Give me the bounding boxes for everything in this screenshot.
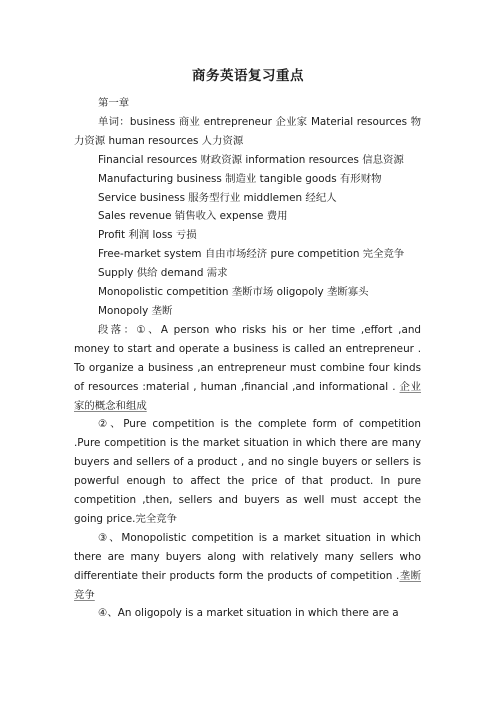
vocab-intro <box>74 113 421 151</box>
document-body <box>74 94 421 623</box>
vocab-item: Profit 利润 loss 亏损 <box>98 229 197 242</box>
vocab-first-line: business 商业 entrepreneur 企业家 Material resources 物力资源 human resources 人力资源 <box>74 115 422 147</box>
vocab-item: Monopolistic competition 垄断市场 oligopoly 垄断寡头 <box>98 286 369 299</box>
paragraph-1 <box>74 321 421 416</box>
vocab-item: Sales revenue 销售收入 expense 费用 <box>98 210 288 223</box>
paragraph-2 <box>74 415 421 528</box>
vocab-prefix: 单词： <box>98 115 130 128</box>
chapter-heading: 第一章 <box>98 97 130 109</box>
paragraph-4: ④、An oligopoly is a market situation in which there are a <box>98 607 399 620</box>
vocab-item: Free-market system 自由市场经济 pure competition 完全竞争 <box>98 248 405 261</box>
vocab-item: Monopoly 垄断 <box>98 304 173 317</box>
paragraphs-prefix: 段落： <box>98 323 137 336</box>
paragraph-1-text: ①、A person who risks his or her time ,effort ,and money to start and operate a business is called an entrepreneur . To organize a business ,an entrepreneur must combine four kinds of resources :material , human ,financial ,and informational . <box>74 323 422 393</box>
paragraph-3-text: ③、Monopolistic competition is a market situation in which there are many buyers along with relatively many sellers who differentiate their products form the products of competition . <box>74 531 421 582</box>
vocab-item: Service business 服务型行业 middlemen 经纪人 <box>98 191 337 204</box>
paragraph-2-note: 完全竞争 <box>135 512 178 525</box>
paragraph-1-note: 企业家的概念和组成 <box>74 380 422 412</box>
vocab-item: Manufacturing business 制造业 tangible goods 有形财物 <box>98 172 382 185</box>
document-title: 商务英语复习重点 <box>192 68 304 84</box>
vocab-item: Financial resources 财政资源 information resources 信息资源 <box>98 153 404 166</box>
paragraph-3 <box>74 529 421 605</box>
paragraph-3-note: 垄断竞争 <box>74 569 421 601</box>
vocab-item: Supply 供给 demand 需求 <box>98 267 228 280</box>
paragraph-2-text: ②、Pure competition is the complete form of competition .Pure competition is the market situation in which there are many buyers and sellers of a product , and no single buyers or sellers is powerful enough to affect the price of that product. In pure competition ,then, sellers and buyers as well must accept the going price. <box>74 418 421 525</box>
